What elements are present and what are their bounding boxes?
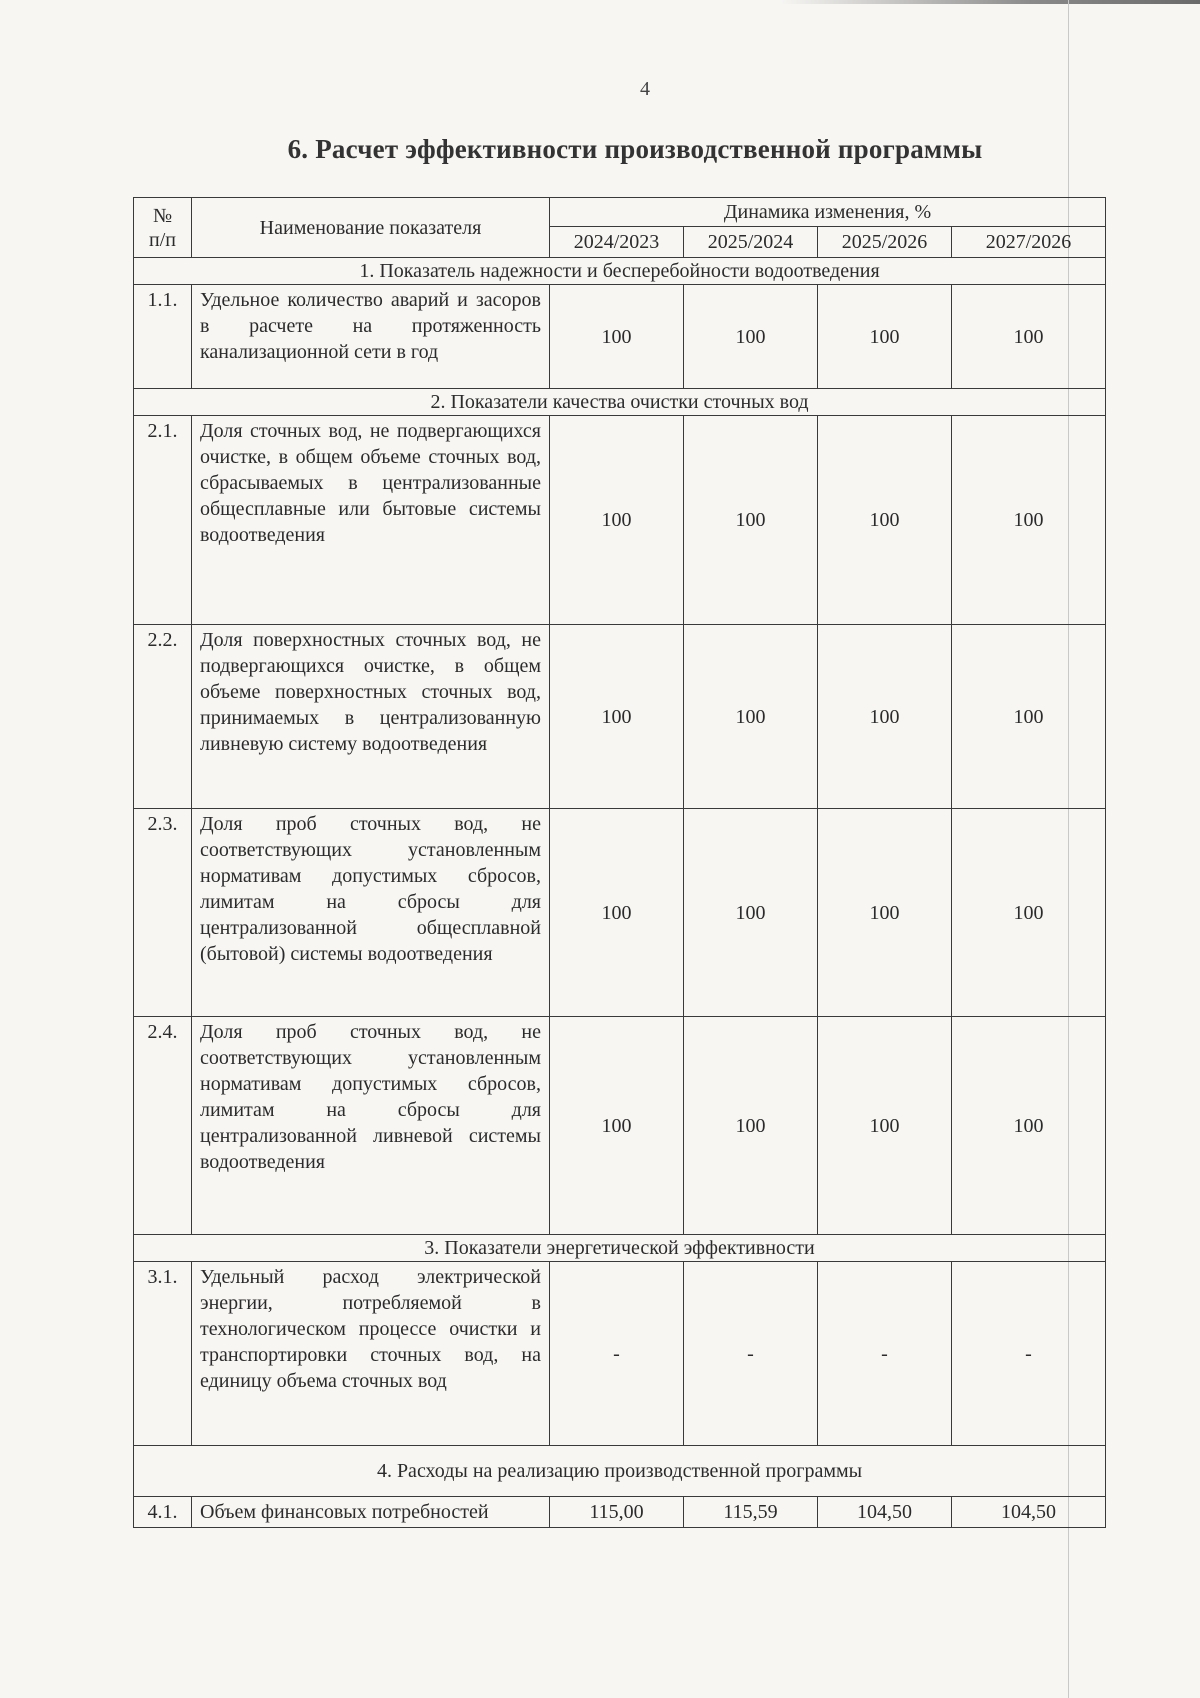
value-cell: 100: [818, 285, 952, 389]
section-title: 3. Показатели энергетической эффективности: [134, 1235, 1106, 1262]
value-cell: 100: [818, 809, 952, 1017]
value-cell: 115,59: [684, 1497, 818, 1528]
section-row: [134, 1446, 1106, 1497]
value-cell: 100: [550, 809, 684, 1017]
header-year: 2025/2026: [818, 227, 952, 258]
section-title: 2. Показатели качества очистки сточных вод: [134, 389, 1106, 416]
value-cell: 100: [684, 416, 818, 625]
row-number: 2.4.: [134, 1017, 192, 1235]
value-cell: 100: [818, 625, 952, 809]
indicator-name: Доля поверхностных сточных вод, не подвергающихся очистке, в общем объеме поверхностных сточных вод, принимаемых в централизованную ливневую систему водоотведения: [192, 625, 550, 809]
table-row: [134, 809, 1106, 1017]
row-number: 2.1.: [134, 416, 192, 625]
table-row: [134, 1497, 1106, 1528]
value-cell: 100: [684, 285, 818, 389]
header-number-symbol: №: [152, 204, 173, 227]
table-row: [134, 1017, 1106, 1235]
row-number: 1.1.: [134, 285, 192, 389]
header-number: [134, 198, 192, 258]
indicator-name: Удельное количество аварий и засоров в расчете на протяженность канализационной сети в год: [192, 285, 550, 389]
value-cell: 100: [952, 1017, 1106, 1235]
header-dynamics: Динамика изменения, %: [550, 198, 1106, 227]
header-year: 2025/2024: [684, 227, 818, 258]
section-row: [134, 1235, 1106, 1262]
header-year: 2024/2023: [550, 227, 684, 258]
row-number: 2.3.: [134, 809, 192, 1017]
section-row: [134, 258, 1106, 285]
value-cell: -: [550, 1262, 684, 1446]
value-cell: 100: [952, 809, 1106, 1017]
indicator-name: Объем финансовых потребностей: [192, 1497, 550, 1528]
row-number: 2.2.: [134, 625, 192, 809]
row-number: 4.1.: [134, 1497, 192, 1528]
value-cell: 100: [550, 1017, 684, 1235]
indicator-name: Удельный расход электрической энергии, потребляемой в технологическом процессе очистки и транспортировки сточных вод, на единицу объема сточных вод: [192, 1262, 550, 1446]
value-cell: 100: [952, 625, 1106, 809]
value-cell: 100: [818, 1017, 952, 1235]
header-number-abbr: п/п: [149, 228, 176, 251]
value-cell: -: [952, 1262, 1106, 1446]
indicator-name: Доля проб сточных вод, не соответствующих установленным нормативам допустимых сбросов, лимитам на сбросы для централизованной общесплавной (бытовой) системы водоотведения: [192, 809, 550, 1017]
header-year: 2027/2026: [952, 227, 1106, 258]
value-cell: 100: [952, 285, 1106, 389]
page-title: 6. Расчет эффективности производственной программы: [287, 134, 983, 164]
table-row: [134, 285, 1106, 389]
row-number: 3.1.: [134, 1262, 192, 1446]
header-indicator-name: Наименование показателя: [192, 198, 550, 258]
value-cell: 100: [684, 625, 818, 809]
efficiency-table: [133, 197, 1106, 1528]
value-cell: -: [684, 1262, 818, 1446]
value-cell: 100: [550, 416, 684, 625]
value-cell: 100: [684, 809, 818, 1017]
value-cell: 100: [550, 625, 684, 809]
value-cell: 100: [684, 1017, 818, 1235]
value-cell: 104,50: [818, 1497, 952, 1528]
value-cell: 115,00: [550, 1497, 684, 1528]
indicator-name: Доля сточных вод, не подвергающихся очистке, в общем объеме сточных вод, сбрасываемых в централизованные общесплавные или бытовые системы водоотведения: [192, 416, 550, 625]
value-cell: 104,50: [952, 1497, 1106, 1528]
indicator-name: Доля проб сточных вод, не соответствующих установленным нормативам допустимых сбросов, лимитам на сбросы для централизованной ливневой системы водоотведения: [192, 1017, 550, 1235]
scan-edge-line: [780, 0, 1200, 4]
value-cell: 100: [818, 416, 952, 625]
value-cell: 100: [952, 416, 1106, 625]
section-row: [134, 389, 1106, 416]
table-row: [134, 416, 1106, 625]
table-row: [134, 625, 1106, 809]
section-title: 1. Показатель надежности и бесперебойности водоотведения: [134, 258, 1106, 285]
value-cell: -: [818, 1262, 952, 1446]
table-row: [134, 1262, 1106, 1446]
section-title: 4. Расходы на реализацию производственной программы: [134, 1446, 1106, 1497]
page-number: 4: [640, 78, 650, 100]
value-cell: 100: [550, 285, 684, 389]
